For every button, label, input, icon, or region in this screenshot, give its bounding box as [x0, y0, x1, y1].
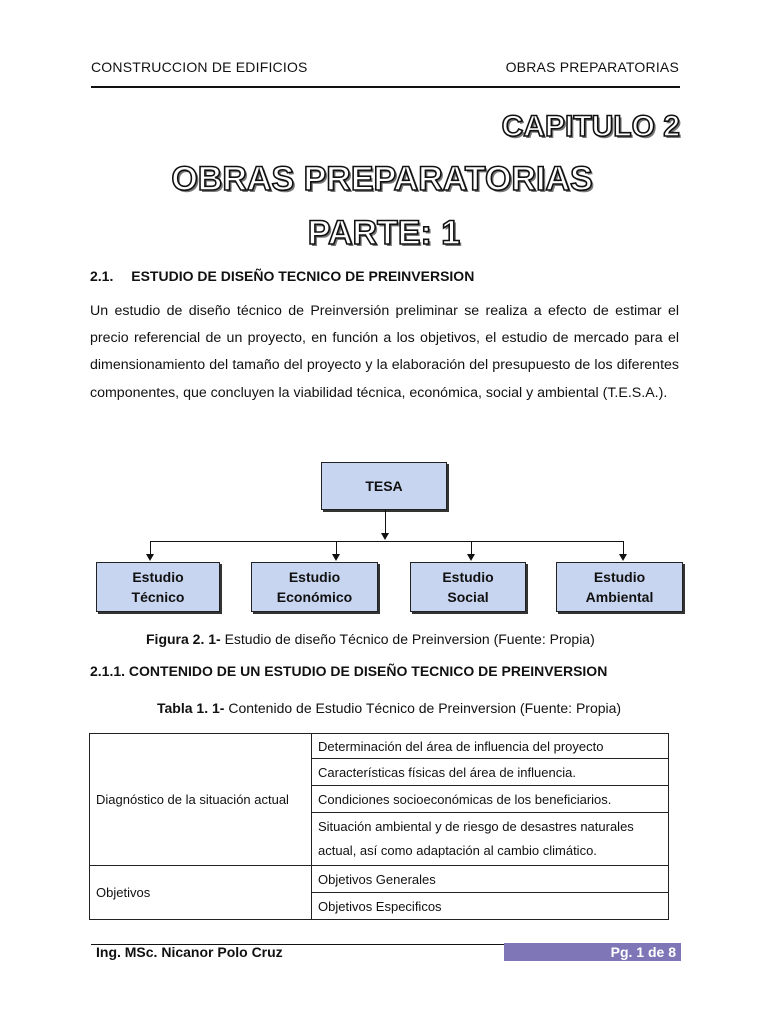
section-number: 2.1.	[90, 268, 114, 284]
arrow-down-icon	[332, 554, 340, 561]
header-right: OBRAS PREPARATORIAS	[505, 59, 679, 75]
arrow-down-icon	[619, 554, 627, 561]
table-cell: Determinación del área de influencia del proyecto	[312, 734, 669, 759]
part-title: PARTE: 1	[307, 214, 461, 252]
table-cell: Objetivos Generales	[312, 866, 669, 893]
section-number: 2.1.1.	[90, 663, 126, 679]
diagram-connector	[150, 541, 151, 555]
box-line: Social	[447, 589, 489, 605]
diagram-connector	[471, 541, 472, 555]
diagram-connector	[336, 541, 337, 555]
main-title: OBRAS PREPARATORIAS	[171, 160, 593, 198]
diagram-box-ambiental	[556, 562, 683, 612]
box-line: Estudio	[442, 569, 494, 585]
diagram-connector	[623, 541, 624, 555]
diagram-connector	[385, 510, 386, 534]
section-paragraph: Un estudio de diseño técnico de Preinversión preliminar se realiza a efecto de estimar el precio referencial de un proyecto, en función a los objetivos, el estudio de mercado para el dimensionamiento del tamaño del proyecto y la elaboración del presupuesto de los diferentes componentes, que concluyen la viabilidad técnica, económica, social y ambiental (T.E.S.A.).	[90, 303, 679, 401]
section-title: ESTUDIO DE DISEÑO TECNICO DE PREINVERSION	[131, 268, 475, 284]
box-line: Estudio	[593, 569, 646, 585]
table-cell: Características físicas del área de influencia.	[312, 759, 669, 786]
table-caption	[157, 700, 621, 716]
diagram-box-social	[410, 562, 526, 612]
section-heading-2-1-1	[90, 663, 607, 679]
figure-caption	[146, 631, 595, 647]
chapter-title: CAPITULO 2	[501, 110, 680, 143]
box-line: Ambiental	[585, 589, 654, 605]
figure-caption-text: Estudio de diseño Técnico de Preinversion (Fuente: Propia)	[224, 631, 595, 647]
box-line: Económico	[276, 589, 353, 605]
table-group-label: Objetivos	[90, 866, 312, 920]
footer-author: Ing. MSc. Nicanor Polo Cruz	[96, 944, 283, 960]
table-caption-text: Contenido de Estudio Técnico de Preinversion (Fuente: Propia)	[228, 700, 622, 716]
box-line: Técnico	[131, 589, 185, 605]
table-group-label: Diagnóstico de la situación actual	[90, 734, 312, 866]
table-cell: Situación ambiental y de riesgo de desastres naturales actual, así como adaptación al cambio climático.	[312, 813, 669, 866]
diagram-root-box: TESA	[321, 462, 447, 510]
table-cell: Objetivos Especificos	[312, 893, 669, 920]
diagram-branch-line	[150, 541, 624, 542]
page-number: Pg. 1 de 8	[610, 944, 676, 960]
diagram-box-economico	[251, 562, 378, 612]
table-row	[90, 734, 669, 759]
table-row	[90, 866, 669, 893]
box-line: Estudio	[132, 569, 184, 585]
arrow-down-icon	[381, 533, 389, 540]
box-line: Estudio	[288, 569, 341, 585]
section-title: CONTENIDO DE UN ESTUDIO DE DISEÑO TECNICO DE PREINVERSION	[128, 663, 608, 679]
figure-caption-label: Figura 2. 1-	[146, 631, 221, 647]
arrow-down-icon	[467, 554, 475, 561]
table-caption-label: Tabla 1. 1-	[157, 700, 225, 716]
diagram-box-tecnico	[96, 562, 220, 612]
content-table	[89, 733, 669, 920]
header-left: CONSTRUCCION DE EDIFICIOS	[91, 59, 308, 75]
table-cell: Condiciones socioeconómicas de los beneficiarios.	[312, 786, 669, 813]
arrow-down-icon	[146, 554, 154, 561]
